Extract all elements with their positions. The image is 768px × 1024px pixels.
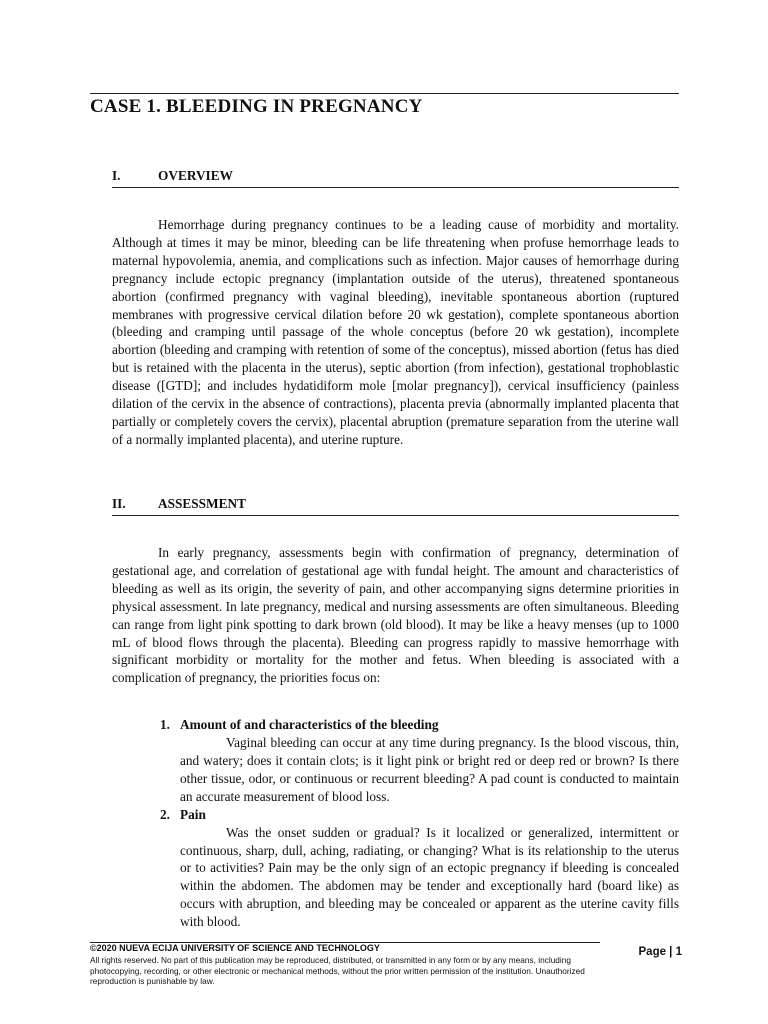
list-item-text: Vaginal bleeding can occur at any time during pregnancy. Is the blood viscous, thin, and watery; does it contain clots; is it light pink or bright red or deep red or brown? Is there other tissue, odor, or continuous or recurrent bleeding? A pad count is conducted to maintain an accurate measurement of blood loss.	[180, 735, 679, 804]
footer-copyright: ©2020 NUEVA ECIJA UNIVERSITY OF SCIENCE AND TECHNOLOGY	[90, 943, 380, 953]
assessment-paragraph: In early pregnancy, assessments begin with confirmation of pregnancy, determination of gestational age, and correlation of gestational age with fundal height. The amount and characteristics of bleeding as well as its origin, the severity of pain, and other accompanying signs determine priorities in physical assessment. In late pregnancy, medical and nursing assessments are often simultaneous. Bleeding can range from light pink spotting to dark brown (old blood). It may be like a heavy menses (up to 1000 mL of blood flows through the placenta). Bleeding can progress rapidly to massive hemorrhage with significant morbidity or mortality for the mother and fetus. When bleeding is associated with a complication of pregnancy, the priorities focus on:	[112, 545, 679, 686]
case-title: CASE 1. BLEEDING IN PREGNANCY	[90, 96, 423, 117]
top-rule	[90, 93, 679, 94]
section-number: I.	[112, 168, 121, 183]
list-item-heading	[160, 806, 679, 824]
list-item-text: Was the onset sudden or gradual? Is it localized or generalized, intermittent or continuous, sharp, dull, aching, radiating, or changing? What is its relationship to the uterus or to activities? Pain may be the only sign of an ectopic pregnancy if bleeding is concealed within the abdomen. The abdomen may be tender and exceptionally hard (board like) as occurs with abruption, and bleeding may be concealed or apparent as the uterine cavity fills with blood.	[180, 824, 679, 930]
list-item-number: 2.	[160, 806, 170, 822]
overview-paragraph: Hemorrhage during pregnancy continues to be a leading cause of morbidity and mortality. Although at times it may be minor, bleeding can be life threatening when profuse hemorrhage leads to maternal hypovolemia, anemia, and complications such as infection. Major causes of hemorrhage during pregnancy include ectopic pregnancy (implantation outside of the uterus), threatened spontaneous abortion (confirmed pregnancy with vaginal bleeding), inevitable spontaneous abortion (ruptured membranes with progressive cervical dilation before 20 wk gestation), complete spontaneous abortion (bleeding and cramping until passage of the whole conceptus (before 20 wk gestation), incomplete abortion (bleeding and cramping with retention of some of the conceptus), missed abortion (fetus has died but is retained with the placenta in the uterus), septic abortion (from infection), gestational trophoblastic disease ([GTD]; and includes hydatidiform mole [molar pregnancy]), cervical insufficiency (painless dilation of the cervix in the absence of contractions), placenta previa (abnormally implanted placenta that partially or completely covers the cervix), placental abruption (premature separation from the uterine wall of a normally implanted placenta), and uterine rupture.	[112, 217, 679, 447]
section-heading-assessment	[112, 496, 679, 516]
section-title: ASSESSMENT	[158, 496, 246, 511]
list-item-title: Pain	[180, 806, 206, 822]
list-item-number: 1.	[160, 717, 170, 732]
page-number: Page | 1	[638, 946, 682, 958]
section-heading-overview	[112, 168, 679, 188]
list-item-heading	[160, 716, 679, 734]
section-number: II.	[112, 496, 126, 511]
list-item-title: Amount of and characteristics of the bleeding	[180, 717, 439, 732]
list-item	[160, 716, 679, 806]
footer-legal-notice: All rights reserved. No part of this publication may be reproduced, distributed, or transmitted in any form or by any means, including photocopying, recording, or other electronic or mechanical methods, without the prior written permission of the institution. Unauthorized reproduction is punishable by law.	[90, 955, 585, 987]
priorities-list	[160, 716, 679, 931]
section-title: OVERVIEW	[158, 168, 233, 183]
list-item	[160, 806, 679, 931]
